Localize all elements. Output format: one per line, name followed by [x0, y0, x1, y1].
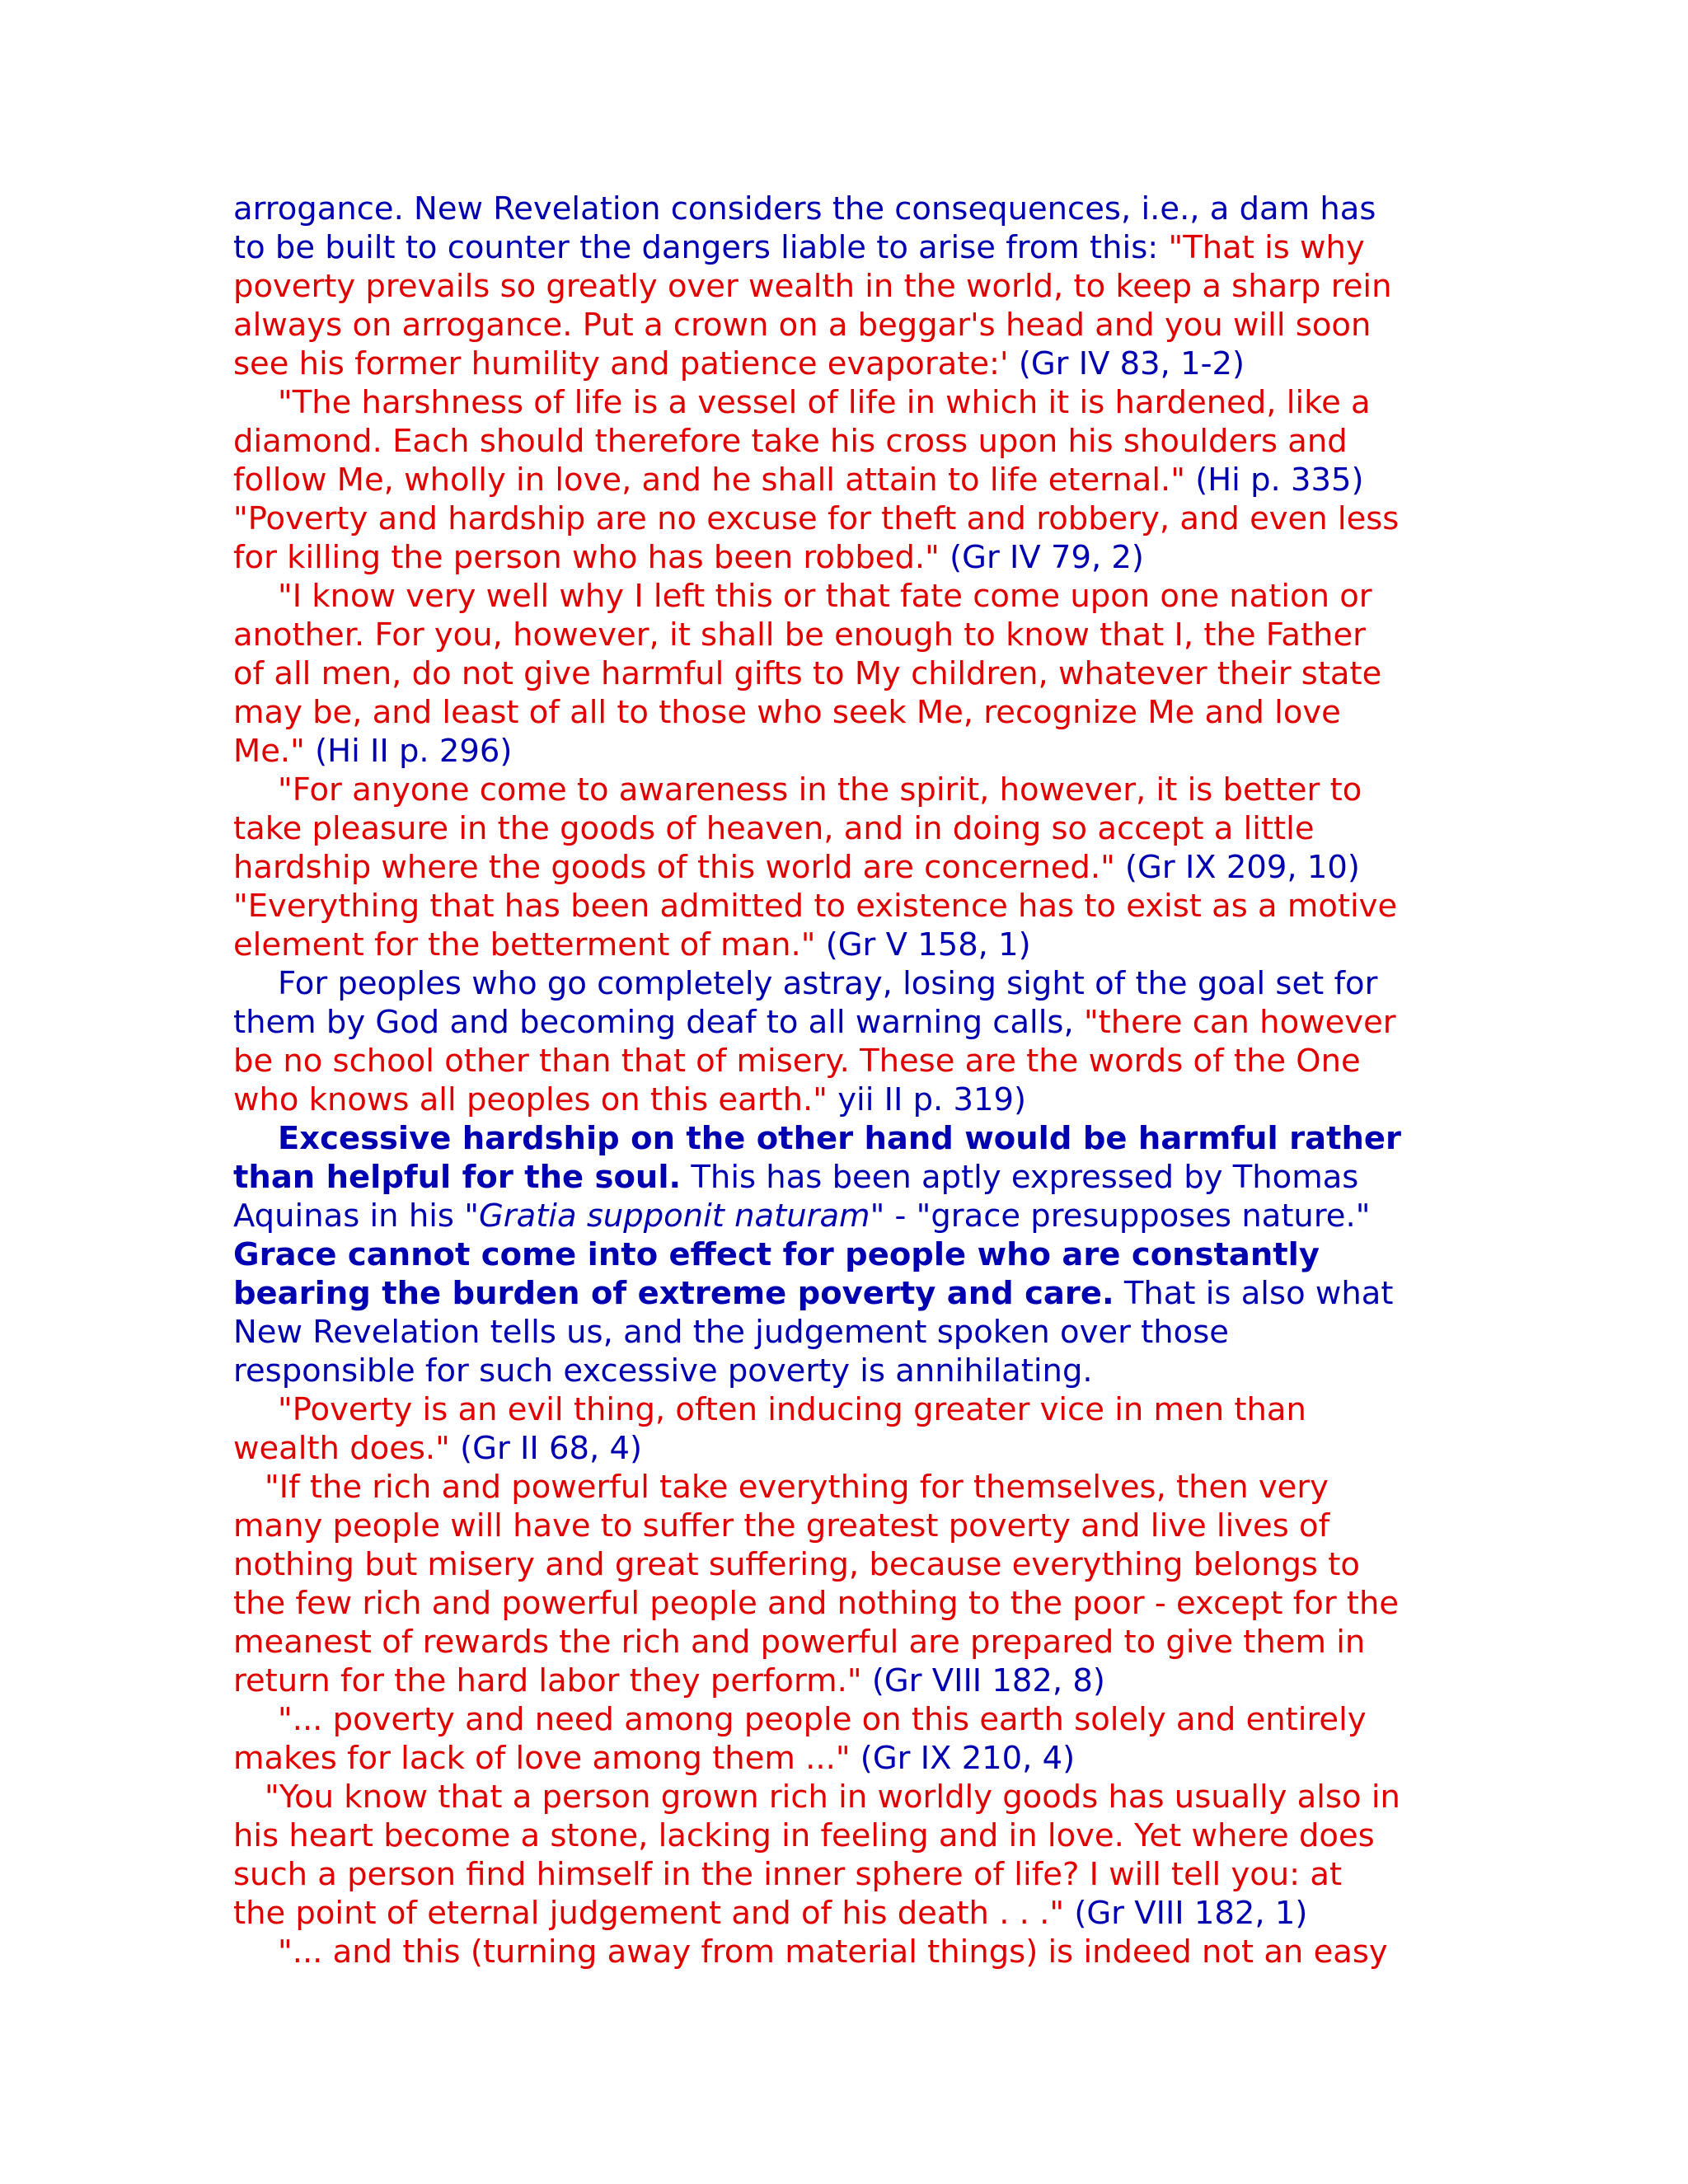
commentary-text: (Hi II p. 296)	[304, 733, 513, 770]
quote-text: the few rich and powerful people and nothing to the poor - except for the	[233, 1585, 1400, 1622]
text-line	[233, 1894, 1470, 1933]
text-line	[233, 1003, 1470, 1042]
quote-text: "For anyone come to awareness in the spirit, however, it is better to	[278, 771, 1362, 808]
quote-text: follow Me, wholly in love, and he shall attain to life eternal."	[233, 462, 1185, 499]
commentary-text: (Hi p. 335)	[1184, 462, 1364, 499]
text-line	[233, 1855, 1470, 1894]
text-line	[233, 1739, 1470, 1778]
text-line	[233, 887, 1470, 926]
quote-text: wealth does."	[233, 1430, 450, 1467]
text-line	[233, 1584, 1470, 1623]
quote-text: many people will have to suffer the greatest poverty and live lives of	[233, 1507, 1330, 1544]
quote-text: his heart become a stone, lacking in feeling and in love. Yet where does	[233, 1817, 1375, 1854]
commentary-text: Aquinas in his "	[233, 1197, 479, 1235]
quote-text: Me."	[233, 733, 305, 770]
text-line	[233, 693, 1470, 732]
commentary-text: (Gr IV 83, 1-2)	[1008, 345, 1245, 382]
bold-text: than helpful for the soul.	[233, 1159, 682, 1196]
quote-text: see his former humility and patience evaporate:'	[233, 345, 1009, 382]
text-line	[233, 1816, 1470, 1855]
text-line	[233, 1042, 1470, 1080]
quote-text: "If the rich and powerful take everything for themselves, then very	[265, 1469, 1329, 1506]
text-line	[233, 732, 1470, 771]
text-line	[233, 228, 1470, 267]
quote-text: poverty prevails so greatly over wealth in the world, to keep a sharp rein	[233, 268, 1392, 305]
text-line	[233, 926, 1470, 964]
commentary-text: This has been aptly expressed by Thomas	[681, 1159, 1359, 1196]
quote-text: "I know very well why I left this or that fate come upon one nation or	[278, 578, 1372, 615]
quote-text: "... poverty and need among people on this earth solely and entirely	[278, 1701, 1367, 1738]
text-line	[233, 383, 1470, 422]
quote-text: hardship where the goods of this world are concerned."	[233, 849, 1115, 886]
commentary-text: (Gr IV 79, 2)	[939, 539, 1144, 576]
text-line	[233, 306, 1470, 344]
quote-text: for killing the person who has been robbed."	[233, 539, 940, 576]
quote-text: such a person find himself in the inner sphere of life? I will tell you: at	[233, 1856, 1343, 1893]
quote-text: who knows all peoples on this earth."	[233, 1081, 828, 1118]
text-line	[233, 1119, 1470, 1158]
quote-text: "That is why	[1168, 229, 1365, 266]
quote-text: be no school other than that of misery. These are the words of the One	[233, 1043, 1361, 1080]
text-line	[233, 1313, 1470, 1352]
text-line	[233, 422, 1470, 461]
text-line	[233, 964, 1470, 1003]
quote-text: "... and this (turning away from material things) is indeed not an easy	[278, 1933, 1388, 1971]
quote-text: "You know that a person grown rich in worldly goods has usually also in	[265, 1779, 1400, 1816]
commentary-text: That is also what	[1114, 1275, 1394, 1312]
quote-text: another. For you, however, it shall be enough to know that I, the Father	[233, 616, 1366, 654]
quote-text: the point of eternal judgement and of his death . . ."	[233, 1895, 1065, 1932]
commentary-text: " - "grace presupposes nature."	[870, 1197, 1371, 1235]
text-line	[233, 616, 1470, 654]
commentary-text: to be built to counter the dangers liable to arise from this:	[233, 229, 1169, 266]
quote-text: always on arrogance. Put a crown on a beggar's head and you will soon	[233, 307, 1372, 344]
commentary-text: yii II p. 319)	[827, 1081, 1027, 1118]
quote-text: may be, and least of all to those who seek Me, recognize Me and love	[233, 694, 1341, 731]
quote-text: nothing but misery and great suffering, because everything belongs to	[233, 1546, 1360, 1583]
commentary-text: (Gr II 68, 4)	[449, 1430, 642, 1467]
text-line	[233, 461, 1470, 499]
text-line	[233, 538, 1470, 577]
text-line	[233, 1429, 1470, 1468]
commentary-text: them by God and becoming deaf to all warning calls,	[233, 1004, 1084, 1041]
commentary-text: (Gr VIII 182, 1)	[1064, 1895, 1308, 1932]
text-line	[233, 1545, 1470, 1584]
text-line	[233, 1390, 1470, 1429]
commentary-text: responsible for such excessive poverty is annihilating.	[233, 1352, 1093, 1390]
text-line	[233, 190, 1470, 228]
text-line	[233, 1197, 1470, 1235]
quote-text: diamond. Each should therefore take his cross upon his shoulders and	[233, 423, 1348, 460]
commentary-text: (Gr IX 210, 4)	[850, 1740, 1076, 1777]
text-line	[233, 1778, 1470, 1816]
commentary-text: (Gr IX 209, 10)	[1114, 849, 1360, 886]
quote-text: "there can however	[1083, 1004, 1396, 1041]
text-line	[233, 1274, 1470, 1313]
italic-text: Gratia supponit naturam	[478, 1197, 870, 1235]
commentary-text: For peoples who go completely astray, losing sight of the goal set for	[278, 965, 1378, 1002]
text-line	[233, 344, 1470, 383]
quote-text: "The harshness of life is a vessel of life in which it is hardened, like a	[278, 384, 1371, 421]
bold-text: bearing the burden of extreme poverty and care.	[233, 1275, 1114, 1312]
text-line	[233, 1507, 1470, 1545]
commentary-text: arrogance. New Revelation considers the consequences, i.e., a dam has	[233, 190, 1376, 227]
text-line	[233, 577, 1470, 616]
text-line	[233, 1623, 1470, 1661]
text-line	[233, 1468, 1470, 1507]
text-line	[233, 1933, 1470, 1971]
text-line	[233, 809, 1470, 848]
text-line	[233, 1158, 1470, 1197]
text-line	[233, 654, 1470, 693]
commentary-text: (Gr VIII 182, 8)	[861, 1662, 1105, 1699]
quote-text: meanest of rewards the rich and powerful are prepared to give them in	[233, 1624, 1366, 1661]
quote-text: "Poverty and hardship are no excuse for theft and robbery, and even less	[233, 500, 1400, 537]
text-line	[233, 771, 1470, 809]
text-line	[233, 267, 1470, 306]
commentary-text: New Revelation tells us, and the judgement spoken over those	[233, 1314, 1229, 1351]
quote-text: "Poverty is an evil thing, often inducing greater vice in men than	[278, 1391, 1306, 1428]
bold-text: Grace cannot come into effect for people who are constantly	[233, 1236, 1320, 1273]
quote-text: "Everything that has been admitted to existence has to exist as a motive	[233, 888, 1398, 925]
quote-text: makes for lack of love among them ..."	[233, 1740, 851, 1777]
text-line	[233, 499, 1470, 538]
quote-text: return for the hard labor they perform."	[233, 1662, 862, 1699]
document-page	[233, 190, 1470, 1971]
text-line	[233, 1352, 1470, 1390]
text-line	[233, 1700, 1470, 1739]
commentary-text: (Gr V 158, 1)	[815, 926, 1031, 963]
quote-text: take pleasure in the goods of heaven, and in doing so accept a little	[233, 810, 1315, 847]
text-line	[233, 1661, 1470, 1700]
quote-text: element for the betterment of man."	[233, 926, 816, 963]
text-line	[233, 848, 1470, 887]
text-line	[233, 1235, 1470, 1274]
text-line	[233, 1080, 1470, 1119]
bold-text: Excessive hardship on the other hand would be harmful rather	[278, 1120, 1402, 1157]
quote-text: of all men, do not give harmful gifts to My children, whatever their state	[233, 655, 1382, 692]
